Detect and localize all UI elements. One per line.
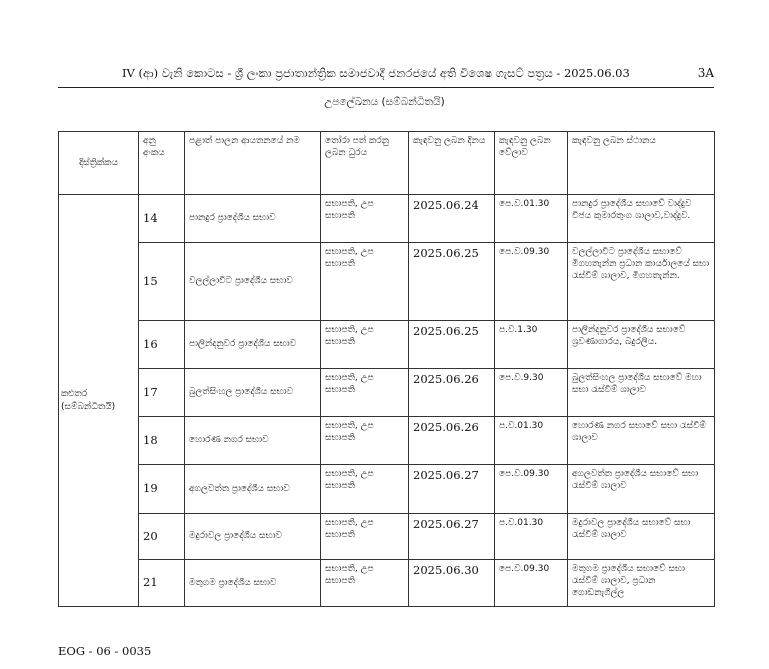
header-positions: තෝරා පත් කරනු ලබන ධුරය xyxy=(321,132,409,195)
table-row xyxy=(59,369,715,417)
time-cell: පෙ.ව.09.30 xyxy=(495,243,568,321)
header-serial: අනු අංකය xyxy=(139,132,185,195)
time-cell: ප.ව.1.30 xyxy=(495,321,568,369)
date-cell: 2025.06.24 xyxy=(409,195,495,243)
venue-cell: මතුගම ප්‍රාදේශීය සභාවේ සභා රැස්වීම් ශාලාව, ප්‍රධාන ගොඩනැගිල්ල xyxy=(568,560,715,607)
body-name-cell: මදුරාවල ප්‍රාදේශීය සභාව xyxy=(185,514,321,560)
time-cell: පෙ.ව.09.30 xyxy=(495,560,568,607)
table-row xyxy=(59,195,715,243)
serial-cell: 20 xyxy=(139,514,185,560)
body-name-cell: අගලවත්ත ප්‍රාදේශීය සභාව xyxy=(185,465,321,514)
time-cell: ප.ව.01.30 xyxy=(495,417,568,465)
document-code: EOG - 06 - 0035 xyxy=(58,644,152,658)
date-cell: 2025.06.30 xyxy=(409,560,495,607)
body-name-cell: පානදුර ප්‍රාදේශීය සභාව xyxy=(185,195,321,243)
table-row xyxy=(59,243,715,321)
venue-cell: පානදුර ප්‍රාදේශීය සභාවේ වාද්දුව විජය කුමාරතුංග ශාලාව,වාද්දුව. xyxy=(568,195,715,243)
body-name-cell: බුලත්සිංහල ප්‍රාදේශීය සභාව xyxy=(185,369,321,417)
serial-cell: 16 xyxy=(139,321,185,369)
table-row xyxy=(59,321,715,369)
positions-cell: සභාපති, උප සභාපති xyxy=(321,195,409,243)
table-row xyxy=(59,560,715,607)
header-time: කැඳවනු ලබන වේලාව xyxy=(495,132,568,195)
venue-cell: බුලත්සිංහල ප්‍රාදේශීය සභාවේ මහා සභා රැස්වීම් ශාලාව xyxy=(568,369,715,417)
district-cell: කළුතර (සම්බන්ධිතයි) xyxy=(59,195,139,607)
time-cell: පෙ.ව.01.30 xyxy=(495,195,568,243)
body-name-cell: මතුගම ප්‍රාදේශීය සභාව xyxy=(185,560,321,607)
date-cell: 2025.06.27 xyxy=(409,514,495,560)
header-venue: කැඳවනු ලබන ස්ථානය xyxy=(568,132,715,195)
positions-cell: සභාපති, උප සභාපති xyxy=(321,514,409,560)
serial-cell: 18 xyxy=(139,417,185,465)
serial-cell: 14 xyxy=(139,195,185,243)
body-name-cell: හොරණ නගර සභාව xyxy=(185,417,321,465)
serial-cell: 17 xyxy=(139,369,185,417)
date-cell: 2025.06.25 xyxy=(409,321,495,369)
header-body-name: පළාත් පාලන ආයතනයේ නම xyxy=(185,132,321,195)
positions-cell: සභාපති, උප සභාපති xyxy=(321,465,409,514)
serial-cell: 19 xyxy=(139,465,185,514)
header-date: කැඳවනු ලබන දිනය xyxy=(409,132,495,195)
serial-cell: 15 xyxy=(139,243,185,321)
positions-cell: සභාපති, උප සභාපති xyxy=(321,560,409,607)
positions-cell: සභාපති, උප සභාපති xyxy=(321,369,409,417)
schedule-title: උපලේඛනය (සම්බන්ධිතයි) xyxy=(324,96,445,108)
table-row xyxy=(59,417,715,465)
venue-cell: පාලින්දනුවර ප්‍රාදේශීය සභාවේ ශ්‍රවණාගාරය, බදුරලිය. xyxy=(568,321,715,369)
body-name-cell: පාලින්දනුවර ප්‍රාදේශීය සභාව xyxy=(185,321,321,369)
date-cell: 2025.06.25 xyxy=(409,243,495,321)
date-cell: 2025.06.26 xyxy=(409,417,495,465)
date-cell: 2025.06.26 xyxy=(409,369,495,417)
table-row xyxy=(59,465,715,514)
venue-cell: හොරණ නගර සභාවේ සභා රැස්වීම් ශාලාව xyxy=(568,417,715,465)
time-cell: පෙ.ව.09.30 xyxy=(495,465,568,514)
serial-cell: 21 xyxy=(139,560,185,607)
page-number: 3A xyxy=(697,66,714,80)
venue-cell: මදුරාවල ප්‍රාදේශීය සභාවේ සභා රැස්වීම් ශාලාව xyxy=(568,514,715,560)
header-divider xyxy=(58,87,714,88)
header-district: දිස්ත්‍රික්කය xyxy=(59,132,139,195)
venue-cell: වලල්ලාවිට ප්‍රාදේශීය සභාවේ මීගහතැන්න ප්‍රධාන කාර්යාලයේ සභා රැස්වීම් ශාලාව, මීගහතැන්න. xyxy=(568,243,715,321)
positions-cell: සභාපති, උප සභාපති xyxy=(321,417,409,465)
time-cell: පෙ.ව.9.30 xyxy=(495,369,568,417)
venue-cell: අගලවත්ත ප්‍රාදේශීය සභාවේ සභා රැස්වීම් ශාලාව xyxy=(568,465,715,514)
table-header-row xyxy=(59,132,715,195)
schedule-table xyxy=(58,131,715,607)
positions-cell: සභාපති, උප සභාපති xyxy=(321,243,409,321)
page-header xyxy=(58,64,714,84)
body-name-cell: වලල්ලාවිට ප්‍රාදේශීය සභාව xyxy=(185,243,321,321)
table-row xyxy=(59,514,715,560)
positions-cell: සභාපති, උප සභාපති xyxy=(321,321,409,369)
date-cell: 2025.06.27 xyxy=(409,465,495,514)
gazette-title: IV (ආ) වැනි කොටස - ශ්‍රී ලංකා ප්‍රජාතාන්ත්‍රික සමාජවාදී ජනරජයේ අති විශෙෂ ගැසට් පත්‍රය - 2025.06.03 xyxy=(122,66,630,80)
time-cell: ප.ව.01.30 xyxy=(495,514,568,560)
